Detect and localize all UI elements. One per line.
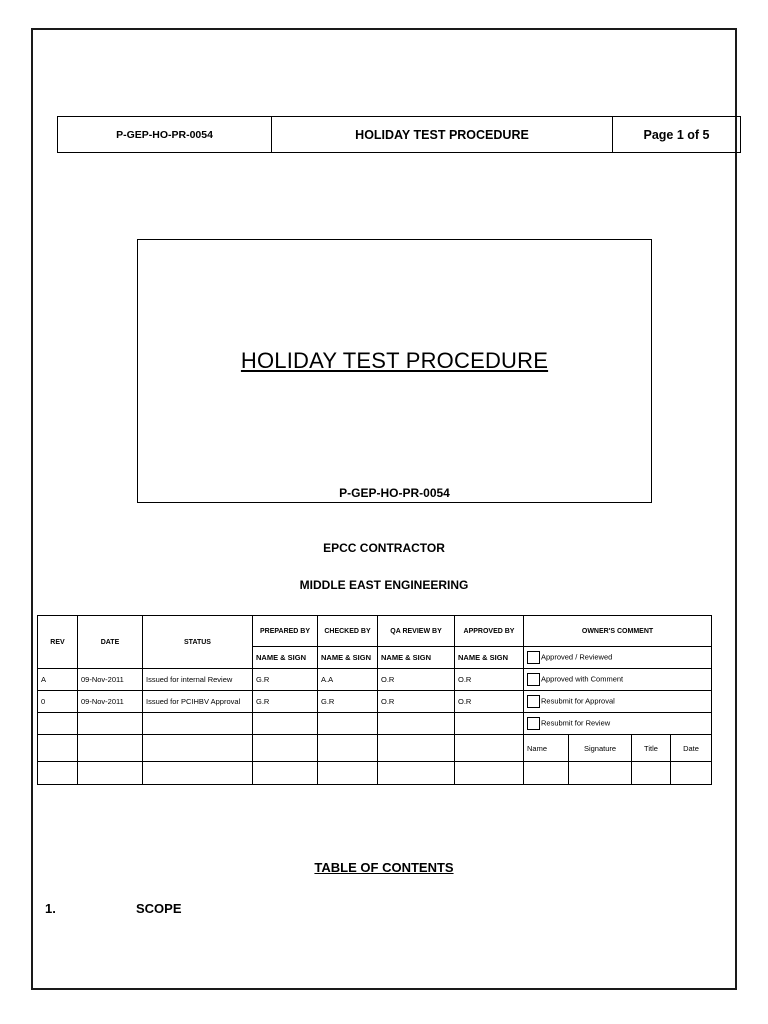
toc-item-number: 1. — [45, 901, 56, 916]
row-qa: O.R — [378, 669, 455, 691]
owner-col-title: Title — [632, 735, 671, 762]
owner-option-row — [524, 691, 712, 713]
owner-option-row — [524, 647, 712, 669]
owner-option-row — [524, 713, 712, 735]
sub-prepared: NAME & SIGN — [253, 647, 318, 669]
contractor-line: EPCC CONTRACTOR — [323, 541, 445, 555]
document-title: HOLIDAY TEST PROCEDURE — [240, 348, 549, 373]
row-checked: G.R — [318, 691, 378, 713]
row-checked: A.A — [318, 669, 378, 691]
table-row-empty — [38, 735, 712, 762]
sub-approved: NAME & SIGN — [455, 647, 524, 669]
col-date: DATE — [78, 616, 143, 669]
checkbox-resubmit-review[interactable] — [527, 717, 540, 730]
owner-option-label: Approved / Reviewed — [541, 652, 613, 662]
row-rev: 0 — [38, 691, 78, 713]
col-status: STATUS — [143, 616, 253, 669]
checkbox-resubmit-approval[interactable] — [527, 695, 540, 708]
owner-option-label: Approved with Comment — [541, 674, 624, 684]
col-checked: CHECKED BY — [318, 616, 378, 647]
table-header-row — [38, 616, 712, 647]
table-row — [38, 691, 712, 713]
owner-col-date: Date — [671, 735, 712, 762]
table-row-empty — [38, 762, 712, 785]
row-status: Issued for PCIHBV Approval — [143, 691, 253, 713]
title-box — [137, 239, 652, 503]
row-status: Issued for internal Review — [143, 669, 253, 691]
row-prepared: G.R — [253, 669, 318, 691]
company-line: MIDDLE EAST ENGINEERING — [299, 578, 469, 592]
row-qa: O.R — [378, 691, 455, 713]
header-table — [57, 116, 741, 153]
row-prepared: G.R — [253, 691, 318, 713]
owner-option-label: Resubmit for Approval — [541, 696, 615, 706]
row-approved: O.R — [455, 669, 524, 691]
sub-qa: NAME & SIGN — [378, 647, 455, 669]
col-rev: REV — [38, 616, 78, 669]
col-owner-comment: OWNER'S COMMENT — [524, 616, 712, 647]
row-approved: O.R — [455, 691, 524, 713]
owner-col-signature: Signature — [569, 735, 632, 762]
sub-checked: NAME & SIGN — [318, 647, 378, 669]
col-approved: APPROVED BY — [455, 616, 524, 647]
header-title-cell — [272, 117, 613, 152]
checkbox-approved-with-comment[interactable] — [527, 673, 540, 686]
toc-heading: TABLE OF CONTENTS — [314, 860, 454, 875]
owner-col-name: Name — [524, 735, 569, 762]
owner-option-row — [524, 669, 712, 691]
row-date: 09-Nov-2011 — [78, 691, 143, 713]
table-row — [38, 669, 712, 691]
header-page-number: Page 1 of 5 — [643, 127, 710, 142]
owner-option-label: Resubmit for Review — [541, 718, 611, 728]
toc-item-title: SCOPE — [136, 901, 182, 916]
col-qa: QA REVIEW BY — [378, 616, 455, 647]
revision-table — [37, 615, 712, 785]
checkbox-approved-reviewed[interactable] — [527, 651, 540, 664]
row-date: 09-Nov-2011 — [78, 669, 143, 691]
title-doc-number: P-GEP-HO-PR-0054 — [339, 486, 450, 500]
header-doc-number: P-GEP-HO-PR-0054 — [58, 117, 272, 152]
page-border — [31, 28, 737, 990]
table-row-empty — [38, 713, 712, 735]
col-prepared: PREPARED BY — [253, 616, 318, 647]
header-title: HOLIDAY TEST PROCEDURE — [355, 127, 529, 142]
row-rev: A — [38, 669, 78, 691]
